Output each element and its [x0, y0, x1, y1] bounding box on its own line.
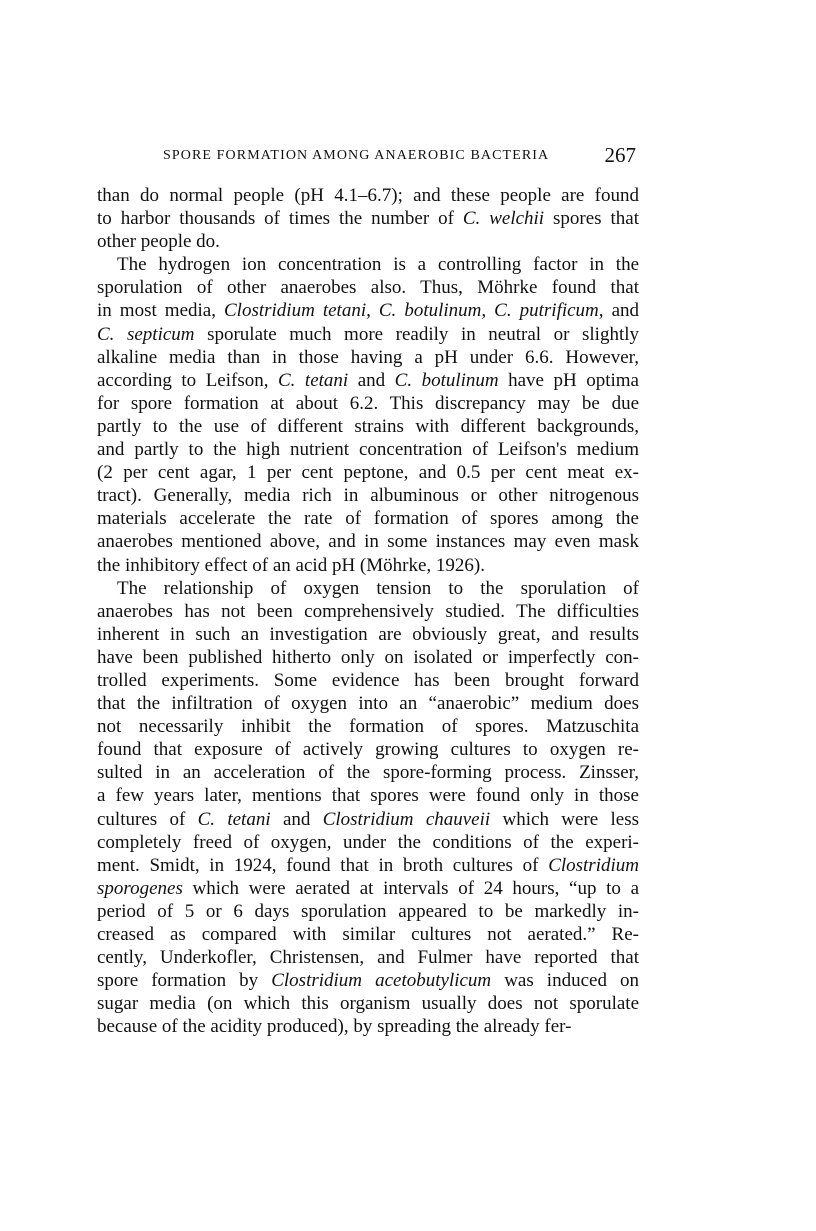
text-line: the inhibitory effect of an acid pH (Möhrke, 1926).	[97, 554, 485, 576]
text-line: sporogenes which were aerated at intervals of 24 hours, “up to a	[97, 877, 639, 899]
text-line: ment. Smidt, in 1924, found that in broth cultures of Clostridium	[97, 854, 639, 876]
text-line: a few years later, mentions that spores were found only in those	[97, 785, 639, 807]
text-line: sporulation of other anaerobes also. Thus, Möhrke found that	[97, 277, 639, 299]
text-line: according to Leifson, C. tetani and C. botulinum have pH optima	[97, 369, 639, 391]
text-line: found that exposure of actively growing cultures to oxygen re-	[97, 739, 639, 761]
page-number: 267	[604, 143, 636, 167]
text-line: (2 per cent agar, 1 per cent peptone, and 0.5 per cent meat ex-	[97, 462, 639, 484]
text-line: C. septicum sporulate much more readily in neutral or slightly	[97, 323, 640, 345]
text-line: partly to the use of different strains with different backgrounds,	[97, 415, 639, 437]
italic-term: Clostridium tetani, C. botulinum, C. putrificum,	[224, 300, 604, 322]
italic-term: Clostridium chauveii	[322, 808, 491, 830]
text-line: have been published hitherto only on isolated or imperfectly con-	[97, 646, 639, 668]
paragraph	[97, 253, 639, 576]
text-line: that the infiltration of oxygen into an “anaerobic” medium does	[97, 693, 639, 715]
text-line: sugar media (on which this organism usually does not sporulate	[97, 993, 639, 1015]
italic-term: Clostridium acetobutylicum	[271, 970, 492, 992]
text-line: alkaline media than in those having a pH under 6.6. However,	[97, 346, 639, 368]
running-title: SPORE FORMATION AMONG ANAEROBIC BACTERIA	[163, 148, 550, 163]
body-text	[97, 184, 639, 1038]
text-line: not necessarily inhibit the formation of spores. Matzuschita	[97, 716, 639, 738]
italic-term: sporogenes	[97, 877, 183, 899]
text-line: period of 5 or 6 days sporulation appeared to be markedly in-	[97, 900, 639, 922]
text-line: and partly to the high nutrient concentration of Leifson's medium	[97, 439, 639, 461]
text-line: completely freed of oxygen, under the conditions of the experi-	[97, 831, 639, 853]
italic-term: C. tetani	[277, 369, 349, 391]
text-line: inherent in such an investigation are obviously great, and results	[97, 623, 639, 645]
text-line: materials accelerate the rate of formation of spores among the	[97, 508, 639, 530]
text-line: in most media, Clostridium tetani, C. botulinum, C. putrificum, and	[97, 300, 640, 322]
paragraph	[97, 184, 639, 253]
running-header	[97, 143, 639, 169]
text-line: anaerobes mentioned above, and in some instances may even mask	[97, 531, 639, 553]
text-line: creased as compared with similar cultures not aerated.” Re-	[97, 924, 639, 945]
text-line: spore formation by Clostridium acetobutylicum was induced on	[97, 970, 639, 992]
text-line: because of the acidity produced), by spreading the already fer-	[97, 1016, 572, 1038]
text-line: other people do.	[97, 231, 220, 253]
italic-term: C. septicum	[97, 323, 195, 345]
text-line: anaerobes has not been comprehensively studied. The difficulties	[97, 600, 639, 622]
text-line: cently, Underkofler, Christensen, and Fulmer have reported that	[97, 947, 639, 969]
text-line: for spore formation at about 6.2. This discrepancy may be due	[97, 392, 639, 414]
italic-term: C. tetani	[197, 808, 271, 830]
text-line: The relationship of oxygen tension to the sporulation of	[117, 577, 639, 599]
text-line: cultures of C. tetani and Clostridium chauveii which were less	[97, 808, 639, 830]
italic-term: Clostridium	[548, 854, 639, 876]
italic-term: C. botulinum	[394, 369, 499, 391]
text-line: The hydrogen ion concentration is a controlling factor in the	[117, 254, 639, 276]
text-line: tract). Generally, media rich in albuminous or other nitrogenous	[97, 485, 639, 507]
text-line: to harbor thousands of times the number of C. welchii spores that	[97, 208, 639, 230]
text-line: trolled experiments. Some evidence has been brought forward	[97, 669, 639, 691]
italic-term: C. welchii	[462, 208, 545, 230]
paragraph	[97, 577, 639, 1039]
text-line: than do normal people (pH 4.1–6.7); and these people are found	[97, 185, 639, 206]
text-line: sulted in an acceleration of the spore-forming process. Zinsser,	[97, 762, 639, 784]
